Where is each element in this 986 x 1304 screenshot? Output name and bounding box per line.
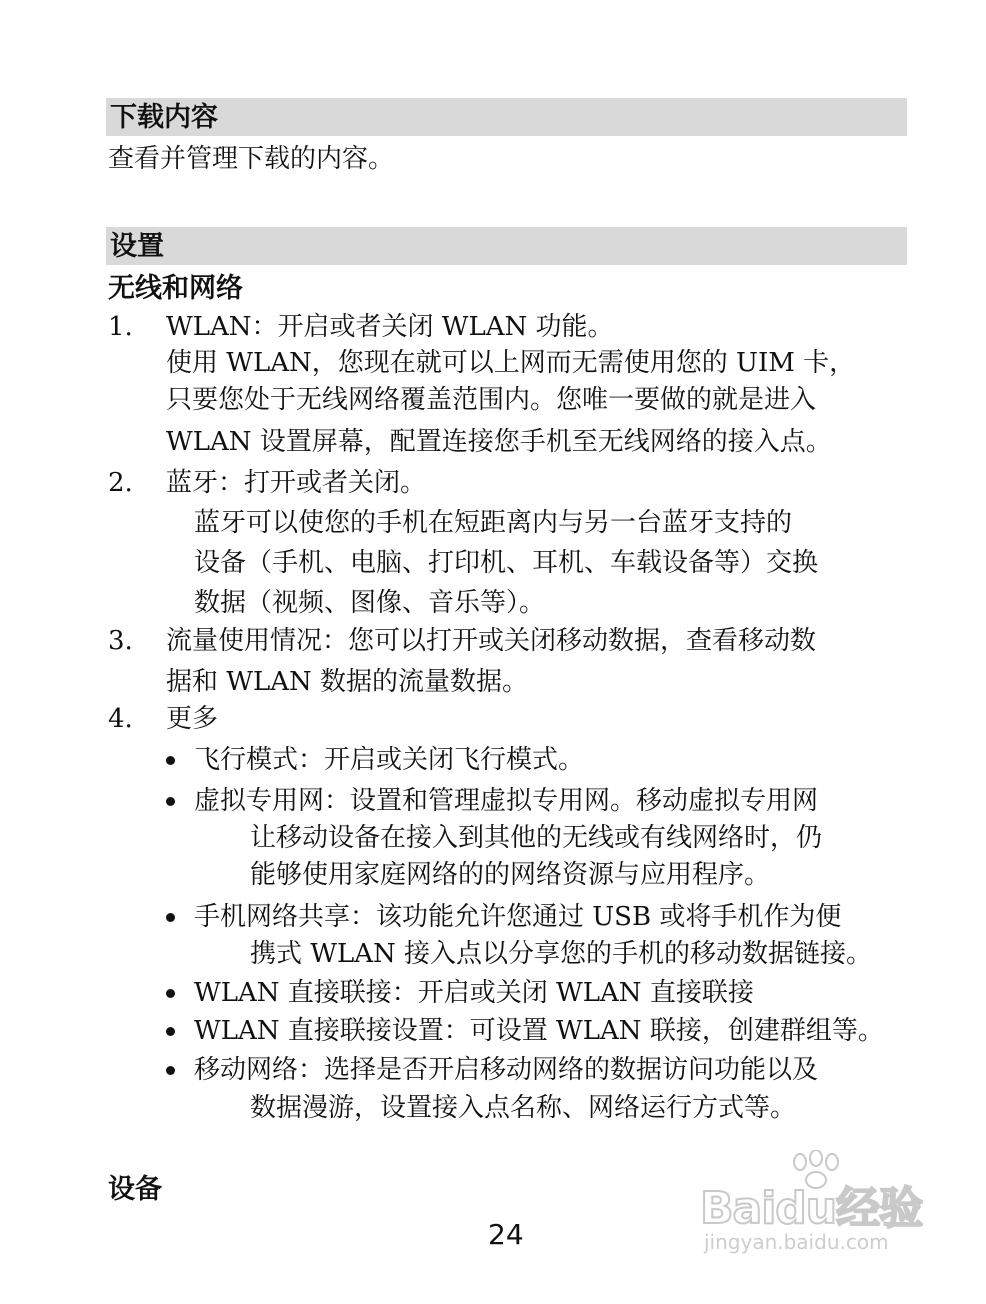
item-line: 使用 WLAN，您现在就可以上网而无需使用您的 UIM 卡， xyxy=(166,348,856,378)
bullet-line: WLAN 直接联接设置：可设置 WLAN 联接，创建群组等。 xyxy=(194,1016,884,1046)
bullet-dot xyxy=(166,1027,175,1036)
baidu-watermark xyxy=(694,1150,934,1270)
watermark-logo: Baidu经验 xyxy=(700,1183,923,1234)
bullet-dot xyxy=(166,913,175,922)
item-line: 流量使用情况：您可以打开或关闭移动数据，查看移动数 xyxy=(166,626,817,656)
bullet-line: 携式 WLAN 接入点以分享您的手机的移动数据链接。 xyxy=(250,939,873,969)
bullet-dot xyxy=(166,989,175,998)
watermark-url: jingyan.baidu.com xyxy=(704,1230,889,1254)
item-line: WLAN：开启或者关闭 WLAN 功能。 xyxy=(166,312,614,342)
bullet-line: 飞行模式：开启或关闭飞行模式。 xyxy=(194,745,585,775)
bullet-dot xyxy=(166,1066,175,1075)
bullet-line: 移动网络：选择是否开启移动网络的数据访问功能以及 xyxy=(194,1055,819,1085)
bullet-line: 虚拟专用网：设置和管理虚拟专用网。移动虚拟专用网 xyxy=(194,786,819,816)
item-number: 3. xyxy=(108,626,133,656)
page-number: 24 xyxy=(488,1218,524,1251)
device-heading: 设备 xyxy=(108,1174,162,1205)
wireless-network-heading: 无线和网络 xyxy=(108,273,243,304)
section-bar-settings xyxy=(106,227,907,265)
section-title-settings: 设置 xyxy=(110,231,164,262)
bullet-line: 让移动设备在接入到其他的无线或有线网络时，仍 xyxy=(250,823,823,853)
bullet-line: 能够使用家庭网络的的网络资源与应用程序。 xyxy=(250,860,771,890)
section-bar-downloads xyxy=(106,98,907,136)
item-line: 蓝牙：打开或者关闭。 xyxy=(166,468,427,498)
bullet-dot xyxy=(166,756,175,765)
bullet-dot xyxy=(166,797,175,806)
item-line: 蓝牙可以使您的手机在短距离内与另一台蓝牙支持的 xyxy=(194,508,793,538)
bullet-line: WLAN 直接联接：开启或关闭 WLAN 直接联接 xyxy=(194,978,754,1008)
section-title-downloads: 下载内容 xyxy=(110,102,218,133)
item-number: 2. xyxy=(108,468,133,498)
bullet-line: 手机网络共享：该功能允许您通过 USB 或将手机作为便 xyxy=(194,902,842,932)
downloads-description: 查看并管理下载的内容。 xyxy=(108,144,395,174)
item-line: WLAN 设置屏幕，配置连接您手机至无线网络的接入点。 xyxy=(166,427,832,457)
item-number: 1. xyxy=(108,312,133,342)
item-line: 据和 WLAN 数据的流量数据。 xyxy=(166,667,529,697)
item-line: 更多 xyxy=(166,704,219,734)
item-line: 数据（视频、图像、音乐等）。 xyxy=(194,588,546,618)
item-line: 设备（手机、电脑、打印机、耳机、车载设备等）交换 xyxy=(194,548,819,578)
item-number: 4. xyxy=(108,704,133,734)
bullet-line: 数据漫游，设置接入点名称、网络运行方式等。 xyxy=(250,1093,797,1123)
item-line: 只要您处于无线网络覆盖范围内。您唯一要做的就是进入 xyxy=(166,385,817,415)
